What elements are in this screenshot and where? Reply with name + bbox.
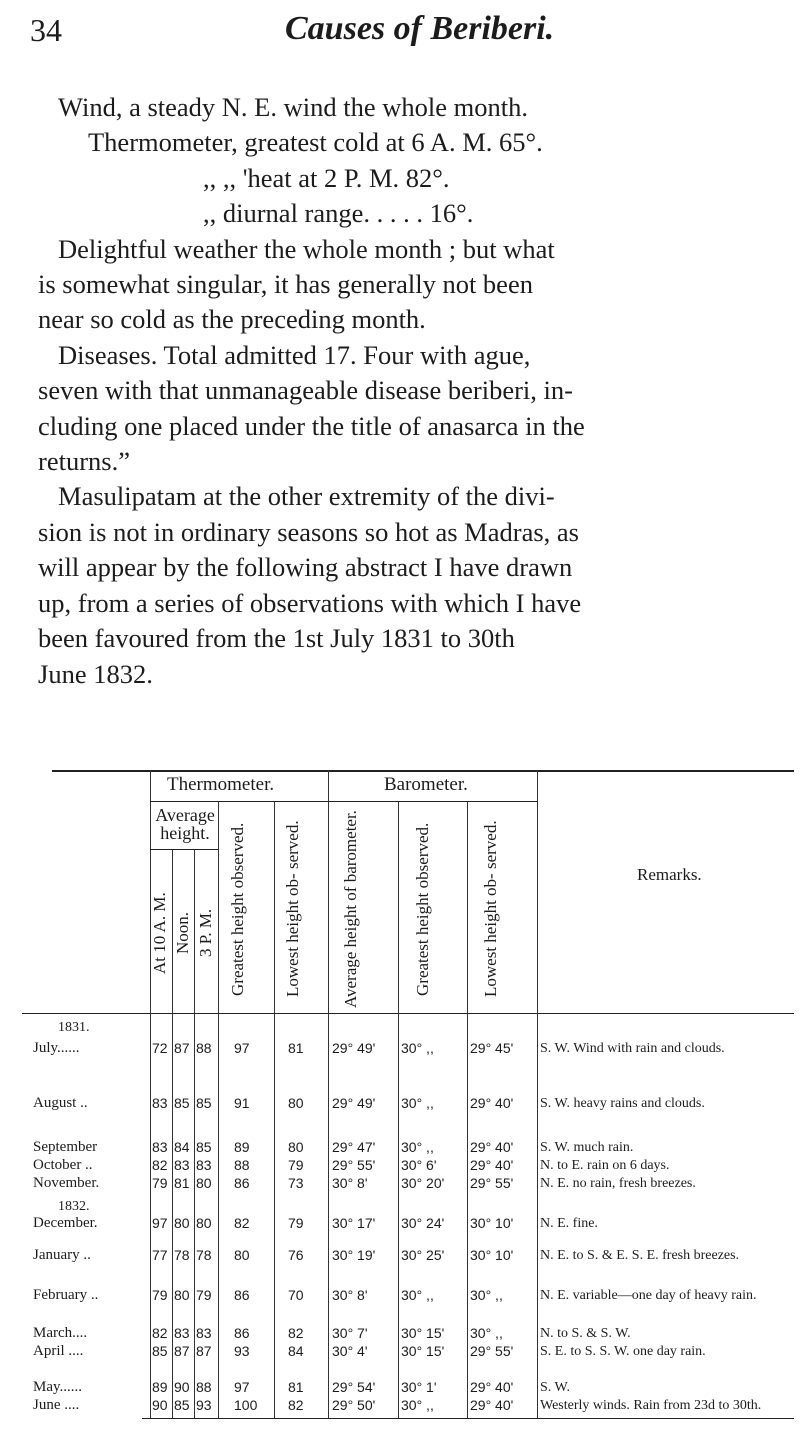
baro-lowest-value: 30° 10' <box>470 1247 514 1263</box>
pm3-value: 87 <box>196 1343 212 1359</box>
baro-lowest-value: 29° 40' <box>470 1095 514 1111</box>
remark-text: N. E. to S. & E. S. E. fresh breezes. <box>540 1248 740 1263</box>
at10-value: 97 <box>152 1215 168 1231</box>
text-line: seven with that unmanageable disease beriberi, in- <box>38 375 573 406</box>
thermo-greatest-value: 82 <box>234 1215 250 1231</box>
baro-greatest-value: 30° 20' <box>401 1175 445 1191</box>
header-baro-average: Average height of barometer. <box>341 810 360 1008</box>
baro-average-value: 29° 54' <box>332 1379 376 1395</box>
average-rule <box>150 849 218 850</box>
pm3-value: 93 <box>196 1397 212 1413</box>
thermo-lowest-value: 76 <box>288 1247 304 1263</box>
thermo-lowest-value: 70 <box>288 1287 304 1303</box>
header-thermo-greatest: Greatest height observed. <box>228 822 247 996</box>
text-line: Delightful weather the whole month ; but what <box>58 233 555 264</box>
baro-average-value: 29° 55' <box>332 1157 376 1173</box>
pm3-value: 80 <box>196 1215 212 1231</box>
baro-average-value: 30° 8' <box>332 1287 368 1303</box>
at10-value: 83 <box>152 1139 168 1155</box>
text-line: Wind, a steady N. E. wind the whole month. <box>58 92 528 122</box>
header-remarks: Remarks. <box>637 865 702 884</box>
baro-lowest-value: 29° 40' <box>470 1397 514 1413</box>
thermo-lowest-value: 73 <box>288 1175 304 1191</box>
thermo-greatest-value: 91 <box>234 1095 250 1111</box>
month-label: January .. <box>33 1247 91 1263</box>
month-label: April .... <box>33 1343 84 1359</box>
at10-value: 90 <box>152 1397 168 1413</box>
baro-greatest-value: 30° 15' <box>401 1343 445 1359</box>
baro-average-value: 30° 7' <box>332 1325 368 1341</box>
baro-greatest-value: 30° 24' <box>401 1215 445 1231</box>
baro-lowest-value: 29° 40' <box>470 1379 514 1395</box>
noon-value: 78 <box>174 1247 190 1263</box>
month-label: March.... <box>33 1325 88 1341</box>
group-rule <box>150 801 537 802</box>
thermo-greatest-value: 80 <box>234 1247 250 1263</box>
at10-value: 82 <box>152 1157 168 1173</box>
column-rule <box>328 770 329 1418</box>
header-noon: Noon. <box>173 911 192 955</box>
baro-greatest-value: 30° ,, <box>401 1397 434 1413</box>
header-at10: At 10 A. M. <box>150 892 169 974</box>
baro-lowest-value: 30° 10' <box>470 1215 514 1231</box>
noon-value: 80 <box>174 1215 190 1231</box>
pm3-value: 78 <box>196 1247 212 1263</box>
noon-value: 85 <box>174 1095 190 1111</box>
baro-average-value: 29° 49' <box>332 1095 376 1111</box>
thermo-lowest-value: 82 <box>288 1325 304 1341</box>
text-line: returns.” <box>38 446 130 477</box>
page-number: 34 <box>30 12 62 48</box>
baro-average-value: 29° 50' <box>332 1397 376 1413</box>
baro-greatest-value: 30° ,, <box>401 1139 434 1155</box>
remark-text: N. to E. rain on 6 days. <box>540 1158 670 1173</box>
month-label: July...... <box>33 1040 80 1056</box>
barometer-group-header: Barometer. <box>384 774 468 795</box>
thermo-greatest-value: 89 <box>234 1139 250 1155</box>
column-rule <box>467 802 468 1418</box>
table-bottom-rule <box>142 1418 794 1419</box>
body-text <box>38 90 738 692</box>
baro-lowest-value: 29° 55' <box>470 1175 514 1191</box>
baro-greatest-value: 30° ,, <box>401 1095 434 1111</box>
text-line: been favoured from the 1st July 1831 to 30th <box>38 623 515 654</box>
thermo-greatest-value: 86 <box>234 1287 250 1303</box>
remark-text: S. E. to S. S. W. one day rain. <box>540 1344 706 1359</box>
page-header <box>30 8 770 58</box>
baro-greatest-value: 30° ,, <box>401 1040 434 1056</box>
baro-lowest-value: 30° ,, <box>470 1287 503 1303</box>
running-title: Causes of Beriberi. <box>285 10 555 47</box>
text-line: ,, diurnal range. . . . . 16°. <box>203 198 474 229</box>
thermo-lowest-value: 81 <box>288 1379 304 1395</box>
baro-average-value: 29° 47' <box>332 1139 376 1155</box>
thermo-greatest-value: 97 <box>234 1379 250 1395</box>
text-line: Masulipatam at the other extremity of the divi- <box>58 481 555 512</box>
thermo-greatest-value: 86 <box>234 1325 250 1341</box>
remark-text: N. E. variable—one day of heavy rain. <box>540 1288 757 1303</box>
baro-average-value: 29° 49' <box>332 1040 376 1056</box>
remark-text: S. W. heavy rains and clouds. <box>540 1096 705 1111</box>
thermo-lowest-value: 80 <box>288 1095 304 1111</box>
baro-average-value: 30° 4' <box>332 1343 368 1359</box>
thermometer-group-header: Thermometer. <box>167 774 275 795</box>
text-line: Diseases. Total admitted 17. Four with ague, <box>58 339 531 370</box>
month-label: September <box>33 1139 98 1155</box>
thermo-lowest-value: 79 <box>288 1215 304 1231</box>
baro-lowest-value: 30° ,, <box>470 1325 503 1341</box>
thermo-lowest-value: 80 <box>288 1139 304 1155</box>
noon-value: 81 <box>174 1175 190 1191</box>
at10-value: 89 <box>152 1379 168 1395</box>
month-label: June .... <box>33 1397 80 1413</box>
pm3-value: 83 <box>196 1325 212 1341</box>
text-line: cluding one placed under the title of anasarca in the <box>38 410 585 441</box>
thermo-lowest-value: 82 <box>288 1397 304 1413</box>
at10-value: 79 <box>152 1175 168 1191</box>
column-rule <box>537 770 538 1418</box>
pm3-value: 80 <box>196 1175 212 1191</box>
baro-lowest-value: 29° 55' <box>470 1343 514 1359</box>
remark-text: N. to S. & S. W. <box>540 1326 631 1341</box>
header-baro-greatest: Greatest height observed. <box>413 822 432 996</box>
month-label: May...... <box>33 1379 83 1395</box>
remark-text: N. E. no rain, fresh breezes. <box>540 1176 696 1191</box>
pm3-value: 79 <box>196 1287 212 1303</box>
remark-text: N. E. fine. <box>540 1216 598 1231</box>
month-label: February .. <box>33 1287 99 1303</box>
thermo-greatest-value: 93 <box>234 1343 250 1359</box>
average-height-header: Average height. <box>155 805 215 843</box>
thermo-greatest-value: 86 <box>234 1175 250 1191</box>
thermo-greatest-value: 97 <box>234 1040 250 1056</box>
baro-greatest-value: 30° 15' <box>401 1325 445 1341</box>
remark-text: S. W. Wind with rain and clouds. <box>540 1041 725 1056</box>
noon-value: 87 <box>174 1343 190 1359</box>
thermo-lowest-value: 84 <box>288 1343 304 1359</box>
observations-table <box>22 770 794 1420</box>
month-label: November. <box>33 1175 100 1191</box>
month-label: October .. <box>33 1157 93 1173</box>
noon-value: 90 <box>174 1379 190 1395</box>
remark-text: Westerly winds. Rain from 23d to 30th. <box>540 1398 762 1413</box>
text-line: near so cold as the preceding month. <box>38 304 426 335</box>
noon-value: 85 <box>174 1397 190 1413</box>
thermo-greatest-value: 88 <box>234 1157 250 1173</box>
baro-average-value: 30° 19' <box>332 1247 376 1263</box>
baro-average-value: 30° 17' <box>332 1215 376 1231</box>
text-line: Thermometer, greatest cold at 6 A. M. 65°. <box>88 127 543 158</box>
header-bottom-rule <box>22 1013 794 1014</box>
year-label: 1832. <box>58 1199 90 1214</box>
header-baro-lowest: Lowest height ob- served. <box>481 820 500 998</box>
noon-value: 80 <box>174 1287 190 1303</box>
pm3-value: 88 <box>196 1379 212 1395</box>
baro-lowest-value: 29° 40' <box>470 1139 514 1155</box>
text-line: June 1832. <box>38 658 153 689</box>
month-label: August .. <box>33 1095 88 1111</box>
noon-value: 84 <box>174 1139 190 1155</box>
pm3-value: 83 <box>196 1157 212 1173</box>
text-line: will appear by the following abstract I have drawn <box>38 552 573 583</box>
at10-value: 79 <box>152 1287 168 1303</box>
baro-lowest-value: 29° 40' <box>470 1157 514 1173</box>
year-label: 1831. <box>58 1020 90 1035</box>
header-3pm: 3 P. M. <box>196 908 215 958</box>
baro-greatest-value: 30° 1' <box>401 1379 437 1395</box>
at10-value: 82 <box>152 1325 168 1341</box>
baro-average-value: 30° 8' <box>332 1175 368 1191</box>
text-line: sion is not in ordinary seasons so hot as Madras, as <box>38 516 579 547</box>
noon-value: 83 <box>174 1157 190 1173</box>
header-thermo-lowest: Lowest height ob- served. <box>283 820 302 998</box>
at10-value: 83 <box>152 1095 168 1111</box>
column-rule <box>398 802 399 1418</box>
pm3-value: 88 <box>196 1040 212 1056</box>
baro-greatest-value: 30° ,, <box>401 1287 434 1303</box>
column-rule <box>218 802 219 1418</box>
pm3-value: 85 <box>196 1095 212 1111</box>
baro-lowest-value: 29° 45' <box>470 1040 514 1056</box>
column-rule <box>194 850 195 1418</box>
noon-value: 83 <box>174 1325 190 1341</box>
thermo-lowest-value: 79 <box>288 1157 304 1173</box>
baro-greatest-value: 30° 25' <box>401 1247 445 1263</box>
month-label: December. <box>33 1215 98 1231</box>
remark-text: S. W. <box>540 1380 570 1395</box>
baro-greatest-value: 30° 6' <box>401 1157 437 1173</box>
pm3-value: 85 <box>196 1139 212 1155</box>
text-line: is somewhat singular, it has generally not been <box>38 269 533 300</box>
at10-value: 77 <box>152 1247 168 1263</box>
at10-value: 72 <box>152 1040 168 1056</box>
text-line: up, from a series of observations with which I have <box>38 587 582 618</box>
remark-text: S. W. much rain. <box>540 1140 634 1155</box>
text-line: ,, ,, 'heat at 2 P. M. 82°. <box>203 162 450 193</box>
thermo-lowest-value: 81 <box>288 1040 304 1056</box>
column-rule <box>274 802 275 1418</box>
table-top-rule <box>52 770 794 772</box>
noon-value: 87 <box>174 1040 190 1056</box>
thermo-greatest-value: 100 <box>234 1397 258 1413</box>
at10-value: 85 <box>152 1343 168 1359</box>
